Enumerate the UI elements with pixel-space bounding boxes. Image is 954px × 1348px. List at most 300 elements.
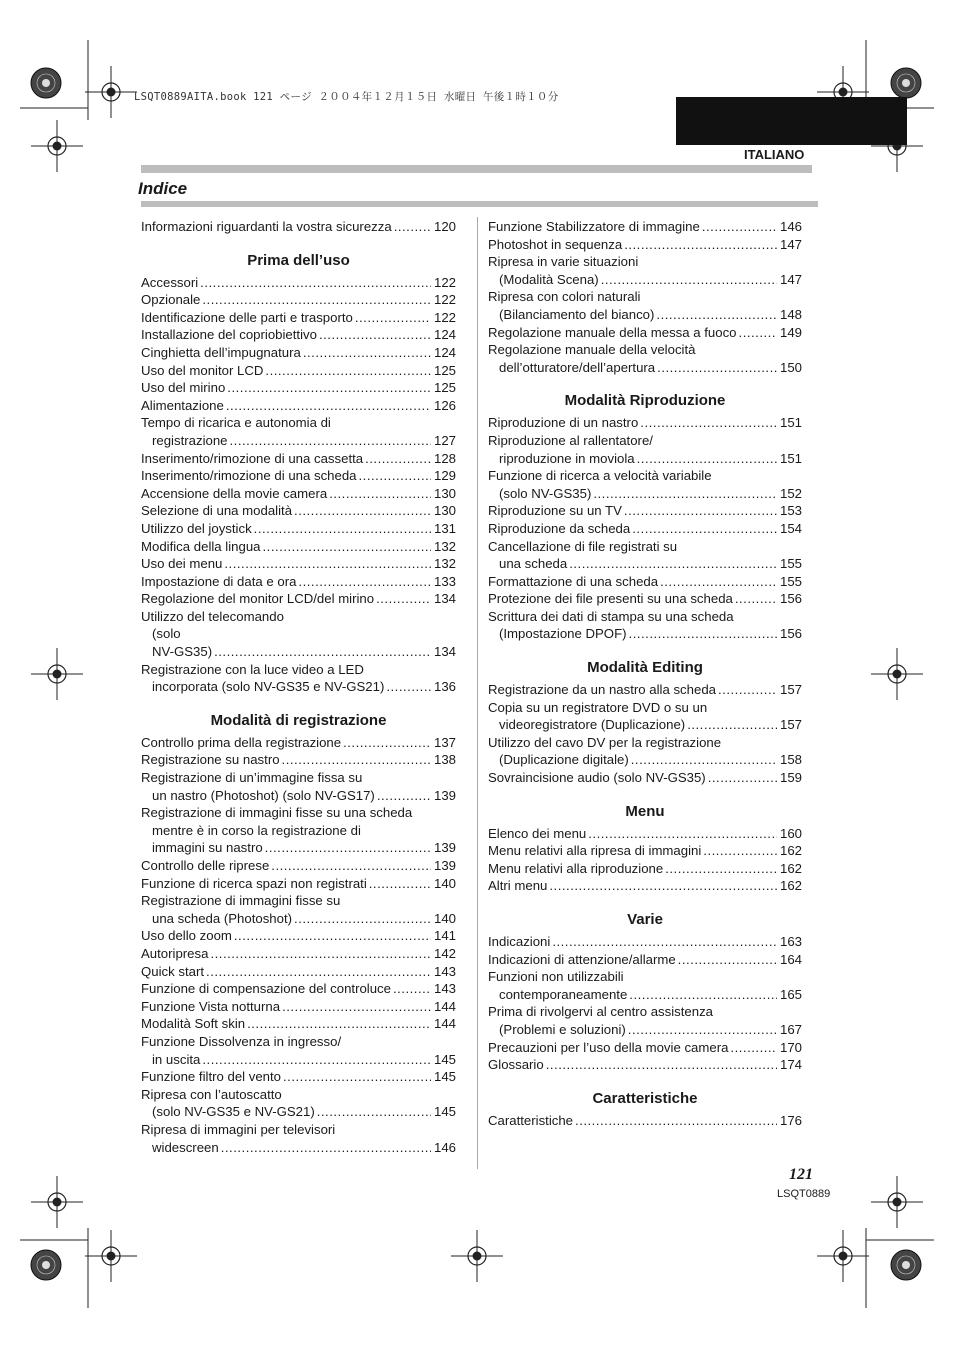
toc-entry-title: Menu relativi alla riproduzione xyxy=(488,860,664,876)
dot-leader xyxy=(635,450,777,468)
toc-entry-line: Registrazione di un’immagine fissa su xyxy=(141,770,363,786)
dot-leader xyxy=(263,839,431,857)
toc-entry-title: Regolazione del monitor LCD/del mirino xyxy=(141,591,375,607)
toc-entry-title: Indicazioni di attenzione/allarme xyxy=(488,951,676,967)
toc-entry xyxy=(488,825,802,843)
toc-entry xyxy=(141,1121,456,1156)
dot-leader xyxy=(252,520,431,538)
toc-entry-line: (solo xyxy=(152,626,181,642)
dot-leader xyxy=(547,877,777,895)
toc-entry-title: Opzionale xyxy=(141,292,201,308)
toc-page-number: 133 xyxy=(433,573,456,589)
toc-entry-row xyxy=(141,362,456,380)
toc-entry-row xyxy=(141,643,456,661)
toc-entry xyxy=(141,590,456,608)
toc-entry-line: Funzioni non utilizzabili xyxy=(488,969,624,985)
toc-entry-title: Sovraincisione audio (solo NV-GS35) xyxy=(488,770,706,786)
toc-entry-row xyxy=(141,910,456,928)
toc-entry-title: Funzione Stabilizzatore di immagine xyxy=(488,219,700,234)
toc-entry-line: Funzione Dissolvenza in ingresso/ xyxy=(141,1033,342,1049)
toc-entry xyxy=(488,467,802,502)
toc-page-number: 163 xyxy=(779,934,802,949)
dot-leader xyxy=(301,344,431,362)
toc-entry-row xyxy=(141,573,456,591)
toc-entry-line: Copia su un registratore DVD o su un xyxy=(488,699,708,715)
toc-entry xyxy=(141,980,456,998)
toc-page-number: 140 xyxy=(433,910,456,926)
toc-page-number: 134 xyxy=(433,591,456,607)
toc-entry-row xyxy=(488,236,802,254)
toc-entry-row xyxy=(488,751,802,769)
toc-entry-line: Cancellazione di file registrati su xyxy=(488,538,678,554)
toc-entry-line: Ripresa di immagini per televisori xyxy=(141,1121,336,1137)
toc-entry-title: incorporata (solo NV-GS35 e NV-GS21) xyxy=(152,679,385,695)
toc-entry-row xyxy=(141,326,456,344)
toc-entry xyxy=(141,1033,456,1068)
toc-page-number: 143 xyxy=(433,963,456,979)
toc-entry xyxy=(488,538,802,573)
toc-entry-line: Prima di rivolgervi al centro assistenza xyxy=(488,1004,714,1020)
dot-leader xyxy=(638,414,777,432)
toc-page-number: 162 xyxy=(779,878,802,894)
toc-entry xyxy=(141,1086,456,1121)
toc-entry-title: Altri menu xyxy=(488,878,548,894)
toc-page-number: 139 xyxy=(433,858,456,873)
toc-entry-row xyxy=(141,980,456,998)
dot-leader xyxy=(263,362,431,380)
black-tab xyxy=(676,97,907,145)
dot-leader xyxy=(198,274,431,292)
toc-page-number: 154 xyxy=(779,520,802,536)
toc-entry-title: Caratteristiche xyxy=(488,1112,574,1128)
dot-leader xyxy=(573,1112,777,1130)
toc-entry-title: Funzione di compensazione del controluce xyxy=(141,981,391,997)
dot-leader xyxy=(658,573,777,591)
dot-leader xyxy=(622,236,777,254)
toc-entry-title: Uso del monitor LCD xyxy=(141,362,264,378)
toc-entry-line: Funzione di ricerca a velocità variabile xyxy=(488,468,712,484)
toc-left-column xyxy=(141,218,456,1156)
toc-entry xyxy=(488,1056,802,1074)
toc-entry xyxy=(141,344,456,362)
toc-entry xyxy=(488,1003,802,1038)
registration-burst-icon xyxy=(891,68,921,98)
toc-entry-row xyxy=(141,787,456,805)
toc-page-number: 145 xyxy=(433,1104,456,1120)
toc-entry xyxy=(141,1015,456,1033)
toc-page-number: 146 xyxy=(779,219,802,234)
toc-page-number: 174 xyxy=(779,1057,802,1073)
toc-page-number: 137 xyxy=(433,734,456,750)
top-rule xyxy=(141,165,812,173)
toc-entry xyxy=(488,734,802,769)
dot-leader xyxy=(280,751,431,769)
toc-page-number: 132 xyxy=(433,556,456,572)
toc-entry xyxy=(141,927,456,945)
toc-page-number: 125 xyxy=(433,362,456,378)
toc-entry-row xyxy=(141,291,456,309)
toc-entry xyxy=(141,875,456,893)
toc-entry xyxy=(141,751,456,769)
dot-leader xyxy=(219,1139,431,1157)
toc-entry-title: Photoshot in sequenza xyxy=(488,236,623,252)
toc-entry-row xyxy=(141,998,456,1016)
registration-burst-icon xyxy=(31,1250,61,1280)
toc-entry xyxy=(141,963,456,981)
toc-entry-title: Modalità Soft skin xyxy=(141,1016,246,1032)
registration-burst-icon xyxy=(891,1250,921,1280)
section-heading: Modalità di registrazione xyxy=(210,711,387,729)
toc-entry xyxy=(141,734,456,752)
toc-entry-row xyxy=(488,271,802,289)
toc-entry-row xyxy=(141,1103,456,1121)
toc-entry xyxy=(488,236,802,254)
toc-entry-title: Quick start xyxy=(141,963,205,979)
dot-leader xyxy=(225,379,431,397)
toc-entry xyxy=(141,608,456,661)
toc-entry-title: una scheda xyxy=(499,556,568,572)
toc-page-number: 136 xyxy=(433,679,456,695)
toc-entry-row xyxy=(488,1021,802,1039)
toc-page-number: 157 xyxy=(779,682,802,698)
toc-entry-row xyxy=(141,432,456,450)
toc-entry-title: Inserimento/rimozione di una scheda xyxy=(141,468,357,484)
toc-entry xyxy=(141,414,456,449)
toc-entry-row xyxy=(141,839,456,857)
toc-right-column xyxy=(488,218,802,1129)
toc-entry xyxy=(141,573,456,591)
toc-page-number: 153 xyxy=(779,503,802,519)
toc-entry-row xyxy=(141,379,456,397)
toc-entry xyxy=(141,857,456,875)
toc-entry-row xyxy=(488,951,802,969)
toc-page-number: 139 xyxy=(433,787,456,803)
toc-page-number: 164 xyxy=(779,951,802,967)
toc-entry-title: registrazione xyxy=(152,432,228,448)
dot-leader xyxy=(716,681,777,699)
toc-entry-title: (Problemi e soluzioni) xyxy=(499,1021,626,1037)
toc-entry-row xyxy=(488,1056,802,1074)
toc-entry-title: Riproduzione di un nastro xyxy=(488,415,639,431)
toc-page-number: 151 xyxy=(779,450,802,466)
toc-entry-title: Precauzioni per l’uso della movie camera xyxy=(488,1039,729,1055)
toc-entry xyxy=(488,590,802,608)
toc-entry-row xyxy=(141,1139,456,1157)
toc-page-number: 125 xyxy=(433,380,456,396)
toc-entry-title: Inserimento/rimozione di una cassetta xyxy=(141,450,364,466)
toc-entry xyxy=(488,877,802,895)
toc-entry xyxy=(141,218,456,236)
toc-entry-title: Utilizzo del joystick xyxy=(141,520,252,536)
toc-entry-title: (solo NV-GS35) xyxy=(499,485,592,501)
toc-entry-title: Controllo prima della registrazione xyxy=(141,734,342,750)
toc-entry-title: Indicazioni xyxy=(488,934,551,949)
toc-entry-title: contemporaneamente xyxy=(499,986,628,1002)
toc-entry-row xyxy=(141,875,456,893)
toc-entry-row xyxy=(488,306,802,324)
toc-page-number: 146 xyxy=(433,1139,456,1155)
toc-entry-title: Accensione della movie camera xyxy=(141,485,328,501)
toc-entry xyxy=(488,432,802,467)
toc-entry-title: Informazioni riguardanti la vostra sicurezza xyxy=(141,219,392,234)
dot-leader xyxy=(676,951,777,969)
toc-page-number: 120 xyxy=(433,219,456,234)
toc-entry-row xyxy=(488,842,802,860)
dot-leader xyxy=(654,306,777,324)
section-heading: Menu xyxy=(625,802,665,820)
toc-page-number: 155 xyxy=(779,573,802,589)
toc-entry-line: Ripresa con l’autoscatto xyxy=(141,1086,282,1102)
document-code: LSQT0889 xyxy=(777,1188,831,1200)
toc-entry-row xyxy=(141,538,456,556)
toc-page-number: 155 xyxy=(779,556,802,572)
dot-leader xyxy=(663,860,777,878)
toc-page-number: 126 xyxy=(433,397,456,413)
file-info-header: LSQT0889AITA.book 121 ページ ２００４年１２月１５日 水曜日 午後１時１０分 xyxy=(134,91,559,103)
toc-entry xyxy=(141,485,456,503)
dot-leader xyxy=(700,218,777,236)
toc-entry-line: Regolazione manuale della velocità xyxy=(488,342,696,358)
dot-leader xyxy=(706,769,777,787)
toc-entry-row xyxy=(488,877,802,895)
toc-page-number: 167 xyxy=(779,1021,802,1037)
toc-entry-title: Autoripresa xyxy=(141,945,209,961)
toc-entry-row xyxy=(488,520,802,538)
toc-entry-line: Scrittura dei dati di stampa su una scheda xyxy=(488,608,734,624)
toc-entry-title: (Bilanciamento del bianco) xyxy=(499,306,655,322)
dot-leader xyxy=(544,1056,777,1074)
toc-entry xyxy=(141,769,456,804)
toc-entry xyxy=(488,608,802,643)
dot-leader xyxy=(627,986,777,1004)
toc-page-number: 122 xyxy=(433,292,456,308)
toc-entry-row xyxy=(141,555,456,573)
dot-leader xyxy=(200,1051,431,1069)
toc-entry xyxy=(141,309,456,327)
toc-entry xyxy=(141,520,456,538)
registration-burst-icon xyxy=(31,68,61,98)
language-label: ITALIANO xyxy=(744,147,805,162)
dot-leader xyxy=(701,842,777,860)
toc-entry xyxy=(141,804,456,857)
toc-entry-title: Uso dei menu xyxy=(141,556,223,572)
toc-entry-line: Tempo di ricarica e autonomia di xyxy=(141,415,331,431)
toc-entry-row xyxy=(141,274,456,292)
dot-leader xyxy=(384,678,431,696)
toc-entry-row xyxy=(141,927,456,945)
toc-entry-row xyxy=(488,860,802,878)
dot-leader xyxy=(327,485,431,503)
toc-entry-title: Cinghietta dell’impugnatura xyxy=(141,344,301,360)
toc-entry-title: Accessori xyxy=(141,274,199,290)
section-heading: Caratteristiche xyxy=(592,1089,698,1107)
toc-entry-row xyxy=(141,1015,456,1033)
toc-entry-title: una scheda (Photoshot) xyxy=(152,910,293,926)
toc-entry-title: Controllo delle riprese xyxy=(141,858,270,873)
toc-entry xyxy=(488,699,802,734)
dot-leader xyxy=(622,502,777,520)
toc-entry-title: immagini su nastro xyxy=(152,840,263,856)
toc-page-number: 165 xyxy=(779,986,802,1002)
toc-entry xyxy=(488,860,802,878)
toc-page-number: 151 xyxy=(779,415,802,431)
toc-entry-row xyxy=(488,359,802,377)
toc-entry-row xyxy=(141,485,456,503)
toc-entry xyxy=(141,274,456,292)
toc-page-number: 150 xyxy=(779,359,802,375)
toc-entry xyxy=(488,573,802,591)
dot-leader xyxy=(222,555,431,573)
dot-leader xyxy=(292,910,431,928)
toc-page-number: 131 xyxy=(433,520,456,536)
toc-page-number: 152 xyxy=(779,485,802,501)
toc-entry-row xyxy=(488,1112,802,1130)
toc-entry xyxy=(141,555,456,573)
toc-entry xyxy=(141,362,456,380)
dot-leader xyxy=(317,326,431,344)
toc-entry-title: Uso dello zoom xyxy=(141,928,232,944)
toc-entry-row xyxy=(488,218,802,236)
toc-entry-row xyxy=(141,857,456,875)
dot-leader xyxy=(315,1103,431,1121)
toc-page-number: 139 xyxy=(433,840,456,856)
dot-leader xyxy=(586,825,777,843)
title-rule xyxy=(141,201,818,207)
toc-page-number: 170 xyxy=(779,1039,802,1055)
toc-entry xyxy=(488,520,802,538)
toc-entry-row xyxy=(141,397,456,415)
dot-leader xyxy=(341,734,431,752)
toc-entry-line: Registrazione di immagini fisse su xyxy=(141,893,341,909)
toc-page-number: 145 xyxy=(433,1051,456,1067)
toc-entry-row xyxy=(488,590,802,608)
section-heading: Modalità Riproduzione xyxy=(564,392,726,410)
toc-page-number: 124 xyxy=(433,344,456,360)
dot-leader xyxy=(392,218,431,236)
toc-page-number: 176 xyxy=(779,1112,802,1128)
toc-entry xyxy=(141,291,456,309)
toc-entry-row xyxy=(141,218,456,236)
dot-leader xyxy=(200,291,431,309)
toc-entry-row xyxy=(141,945,456,963)
toc-entry-row xyxy=(488,573,802,591)
toc-entry-title: Funzione filtro del vento xyxy=(141,1069,282,1085)
dot-leader xyxy=(567,555,777,573)
toc-entry-line: Utilizzo del telecomando xyxy=(141,608,284,624)
dot-leader xyxy=(630,520,777,538)
toc-entry xyxy=(488,288,802,323)
toc-entry xyxy=(488,324,802,342)
dot-leader xyxy=(228,432,431,450)
toc-page-number: 148 xyxy=(779,306,802,322)
toc-entry-row xyxy=(488,1039,802,1057)
dot-leader xyxy=(629,751,777,769)
toc-entry-row xyxy=(141,520,456,538)
toc-entry-title: Riproduzione su un TV xyxy=(488,503,622,519)
page-number: 121 xyxy=(789,1166,813,1183)
toc-entry xyxy=(141,661,456,696)
toc-entry-row xyxy=(141,502,456,520)
toc-entry-title: Registrazione da un nastro alla scheda xyxy=(488,682,716,698)
toc-entry xyxy=(488,1112,802,1130)
toc-page-number: 130 xyxy=(433,485,456,501)
toc-page-number: 145 xyxy=(433,1069,456,1085)
toc-entry-row xyxy=(141,734,456,752)
section-heading: Prima dell’uso xyxy=(247,251,350,269)
dot-leader xyxy=(292,502,431,520)
toc-entry-row xyxy=(141,467,456,485)
toc-entry-line: Ripresa in varie situazioni xyxy=(488,254,639,270)
toc-entry-title: Protezione dei file presenti su una scheda xyxy=(488,591,733,607)
toc-entry-title: NV-GS35) xyxy=(152,644,213,660)
dot-leader xyxy=(212,643,431,661)
dot-leader xyxy=(232,927,431,945)
toc-entry-title: Uso del mirino xyxy=(141,380,226,396)
toc-page-number: 132 xyxy=(433,538,456,554)
toc-page-number: 122 xyxy=(433,309,456,325)
toc-entry-line: mentre è in corso la registrazione di xyxy=(152,822,361,838)
toc-entry xyxy=(488,414,802,432)
toc-entry-title: un nastro (Photoshot) (solo NV-GS17) xyxy=(152,787,375,803)
toc-page-number: 141 xyxy=(433,928,456,944)
toc-entry-line: Utilizzo del cavo DV per la registrazione xyxy=(488,734,722,750)
dot-leader xyxy=(357,467,431,485)
toc-page-number: 122 xyxy=(433,274,456,290)
toc-page-number: 128 xyxy=(433,450,456,466)
toc-entry-row xyxy=(141,751,456,769)
toc-page-number: 124 xyxy=(433,327,456,343)
toc-entry-title: Funzione Vista notturna xyxy=(141,998,281,1014)
toc-entry-row xyxy=(488,450,802,468)
toc-page-number: 142 xyxy=(433,945,456,961)
toc-entry xyxy=(141,397,456,415)
toc-entry-title: (solo NV-GS35 e NV-GS21) xyxy=(152,1104,315,1120)
toc-entry-row xyxy=(488,933,802,951)
toc-entry-title: Impostazione di data e ora xyxy=(141,573,297,589)
toc-entry xyxy=(488,341,802,376)
toc-entry xyxy=(141,467,456,485)
toc-entry-row xyxy=(488,414,802,432)
toc-entry-row xyxy=(488,625,802,643)
toc-entry-row xyxy=(141,590,456,608)
toc-entry-line: Registrazione con la luce video a LED xyxy=(141,661,364,677)
toc-entry-title: (Duplicazione digitale) xyxy=(499,752,629,768)
toc-entry-row xyxy=(141,1051,456,1069)
toc-entry xyxy=(488,681,802,699)
toc-entry-title: Funzione di ricerca spazi non registrati xyxy=(141,875,367,891)
toc-entry xyxy=(488,1039,802,1057)
toc-entry-row xyxy=(141,678,456,696)
toc-page-number: 162 xyxy=(779,843,802,859)
toc-entry xyxy=(488,218,802,236)
toc-entry-title: Menu relativi alla ripresa di immagini xyxy=(488,843,702,859)
dot-leader xyxy=(550,933,777,951)
section-heading: Varie xyxy=(627,911,663,928)
toc-entry-title: riproduzione in moviola xyxy=(499,450,635,466)
dot-leader xyxy=(626,1021,777,1039)
toc-entry-line: Riproduzione al rallentatore/ xyxy=(488,432,653,448)
toc-page-number: 159 xyxy=(779,770,802,786)
toc-entry-title: (Impostazione DPOF) xyxy=(499,626,627,642)
toc-page-number: 129 xyxy=(433,468,456,484)
toc-page-number: 149 xyxy=(779,324,802,340)
toc-entry xyxy=(488,253,802,288)
toc-page-number: 162 xyxy=(779,860,802,876)
dot-leader xyxy=(655,359,777,377)
toc-entry-title: Selezione di una modalità xyxy=(141,503,293,519)
dot-leader xyxy=(591,485,777,503)
dot-leader xyxy=(627,625,777,643)
